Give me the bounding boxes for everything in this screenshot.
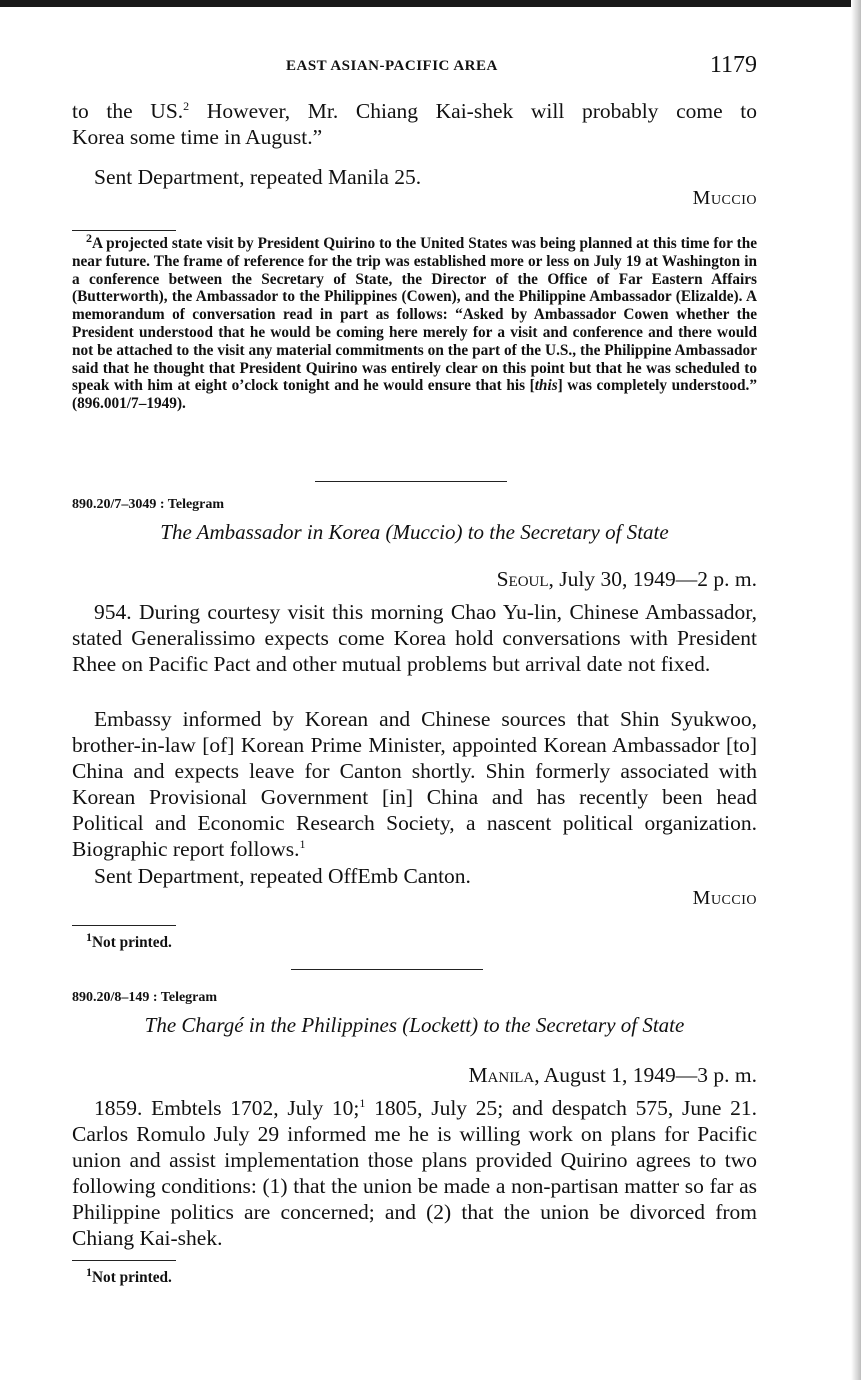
top-scan-edge <box>0 0 861 7</box>
carryover-line-2: Korea some time in August.” <box>72 125 323 149</box>
doc-title-2: The Chargé in the Philippines (Lockett) to the Secretary of State <box>144 1013 685 1037</box>
sent-line-1: Sent Department, repeated Manila 25. <box>94 165 422 189</box>
signature-2: Muccio <box>692 887 757 909</box>
page-number: 1179 <box>709 52 757 78</box>
sent-line-2: Sent Department, repeated OffEmb Canton. <box>94 864 471 888</box>
doc2-paragraph-1: 1859. Embtels 1702, July 10;$^1$ 1805, July 25; and despatch 575, June 21. Carlos Romulo July 29 informed me he is willing work on plans for Pacific union and assist implementation those plans provided Quirino agrees to two following conditions: (1) that the union be made a non-partisan matter so far as Philippine politics are concerned; and (2) that the union be divorced from Chiang Kai-shek. <box>72 1095 757 1250</box>
running-title: EAST ASIAN-PACIFIC AREA <box>286 58 498 74</box>
dateline-1: Seoul, July 30, 1949—2 p. m. <box>496 567 757 591</box>
file-ref-2: 890.20/8–149 : Telegram <box>72 990 218 1005</box>
footnote-1a: $^1$Not printed. <box>86 929 172 951</box>
footnote-rule-2 <box>72 925 176 926</box>
file-ref-1: 890.20/7–3049 : Telegram <box>72 497 225 512</box>
running-head <box>72 52 757 82</box>
right-scan-edge <box>851 0 861 1380</box>
doc-title-1: The Ambassador in Korea (Muccio) to the Secretary of State <box>160 520 669 544</box>
doc1-paragraph-1: 954. During courtesy visit this morning Chao Yu-lin, Chinese Ambassador, stated Generalissimo expects come Korea hold conversations with President Rhee on Pacific Pact and other mutual problems but arrival date not fixed. <box>72 600 757 676</box>
footnote-1b: $^1$Not printed. <box>86 1264 172 1286</box>
section-separator-1 <box>315 481 507 482</box>
footnote-ref-2: 2 <box>183 98 190 113</box>
footnote-rule-3 <box>72 1260 176 1261</box>
footnote-marker-2: 2 <box>86 230 92 245</box>
signature-1: Muccio <box>692 187 757 209</box>
carryover-text <box>72 98 757 150</box>
section-separator-2 <box>291 969 483 970</box>
footnote-2: $^2$A projected state visit by President Quirino to the United States was being planned at this time for the near future. The frame of reference for the trip was established more or less on July 19 at Washington in a conference between the Secretary of State, the Director of the Office of Far Eastern Affairs (Butterworth), the Ambassador to the Philippines (Cowen), and the Philippine Ambassador (Elizalde). A memorandum of conversation read in part as follows: “Asked by Ambassador Cowen whether the President understood that he would be coming here merely for a visit and conference and there would not be attached to the visit any material commitments on the part of the U.S., the Philippine Ambassador said that he thought that President Quirino was entirely clear on this point but that he was scheduled to speak with him at eight o’clock tonight and he would ensure that his [this] was completely understood.” (896.001/7–1949). <box>72 230 758 413</box>
dateline-2: Manila, August 1, 1949—3 p. m. <box>468 1063 757 1087</box>
footnote-ref-1b: 1 <box>359 1095 366 1110</box>
doc1-paragraph-2: Embassy informed by Korean and Chinese sources that Shin Syukwoo, brother-in-law [of] Korean Prime Minister, appointed Korean Ambassador [to] China and expects leave for Canton shortly. Shin formerly associated with Korean Provisional Government [in] China and has recently been head Political and Economic Research Society, a nascent political organization. Biographic report follows.$^1$ <box>72 707 757 861</box>
footnote-ref-1: 1 <box>299 836 306 851</box>
carryover-line-1: to the US.$^2$ However, Mr. Chiang Kai-shek will probably come to <box>72 98 757 123</box>
